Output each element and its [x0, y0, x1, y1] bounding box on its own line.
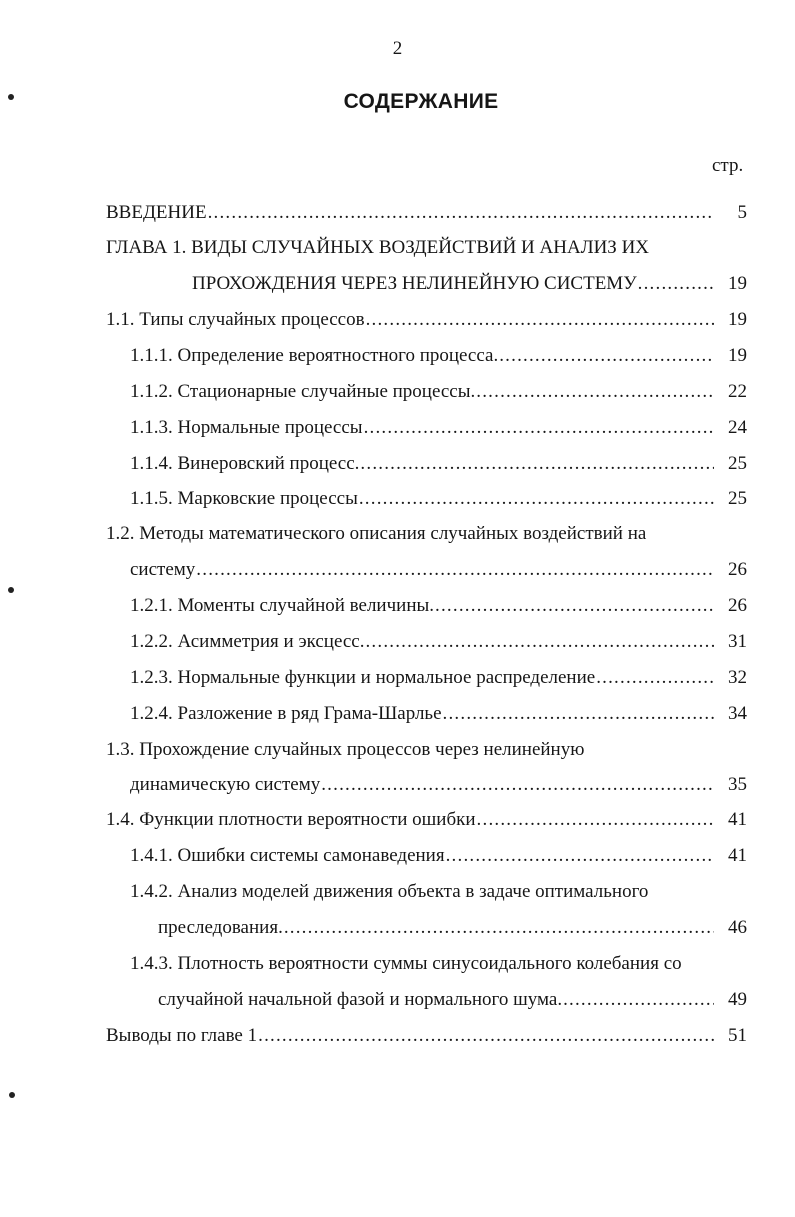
leader-dots	[435, 594, 714, 618]
leader-dots	[443, 702, 714, 726]
toc-entry-1-1-2[interactable]	[130, 380, 747, 404]
toc-entry-text: 1.1.4. Винеровский процесс.	[130, 453, 360, 474]
leader-dots	[477, 808, 714, 832]
toc-entry-text: систему	[130, 559, 196, 580]
toc-entry-page: 51	[728, 1025, 747, 1046]
toc-entry-1-2-1[interactable]	[130, 594, 747, 618]
toc-entry-1-1-1[interactable]	[130, 344, 747, 368]
toc-entry-text: 1.2.1. Моменты случайной величины.	[130, 595, 435, 616]
toc-entry-page: 26	[728, 559, 747, 580]
toc-entry-1-4-3-line1[interactable]: 1.4.3. Плотность вероятности суммы синусоидального колебания со	[130, 953, 682, 974]
scan-speck	[8, 587, 14, 593]
toc-entry-page: 49	[728, 989, 747, 1010]
toc-entry-1-4-2[interactable]	[158, 916, 747, 940]
toc-entry-text: преследования.	[158, 917, 283, 938]
toc-entry-page: 35	[728, 774, 747, 795]
leader-dots	[365, 630, 714, 654]
leader-dots	[499, 344, 714, 368]
toc-entry-page: 19	[728, 273, 747, 294]
toc-entry-page: 46	[728, 917, 747, 938]
toc-entry-page: 31	[728, 631, 747, 652]
leader-dots	[364, 416, 714, 440]
leader-dots	[563, 988, 714, 1012]
toc-entry-page: 5	[737, 202, 747, 223]
toc-entry-1-2-line1[interactable]: 1.2. Методы математического описания случайных воздействий на	[106, 523, 647, 544]
leader-dots	[446, 844, 714, 868]
toc-entry-text: 1.1.2. Стационарные случайные процессы.	[130, 381, 476, 402]
scan-speck	[8, 94, 14, 100]
toc-entry-text: 1.2.2. Асимметрия и эксцесс.	[130, 631, 365, 652]
toc-entry-1-4-3[interactable]	[158, 988, 747, 1012]
toc-entry-1-1-3[interactable]	[130, 416, 747, 440]
toc-entry-conclusions[interactable]	[106, 1024, 747, 1048]
toc-entry-1-3[interactable]	[130, 773, 747, 797]
toc-entry-page: 32	[728, 667, 747, 688]
leader-dots	[596, 666, 714, 690]
toc-entry-1-3-line1[interactable]: 1.3. Прохождение случайных процессов через нелинейную	[106, 739, 585, 760]
toc-entry-text: 1.1.5. Марковские процессы	[130, 488, 358, 509]
toc-entry-page: 41	[728, 845, 747, 866]
leader-dots	[196, 558, 714, 582]
toc-entry-1-4[interactable]	[106, 808, 747, 832]
toc-entry-text: 1.2.3. Нормальные функции и нормальное распределение	[130, 667, 596, 688]
toc-entry-page: 41	[728, 809, 747, 830]
toc-entry-text: 1.1.1. Определение вероятностного процесса.	[130, 345, 499, 366]
toc-entry-page: 19	[728, 345, 747, 366]
toc-entry-page: 34	[728, 703, 747, 724]
toc-entry-text: 1.1. Типы случайных процессов	[106, 309, 365, 330]
toc-entry-1-4-2-line1[interactable]: 1.4.2. Анализ моделей движения объекта в задаче оптимального	[130, 881, 649, 902]
leader-dots	[258, 1024, 714, 1048]
leader-dots	[476, 380, 714, 404]
toc-entry-page: 26	[728, 595, 747, 616]
toc-entry-chapter-1[interactable]	[192, 272, 747, 296]
toc-entry-1-2-3[interactable]	[130, 666, 747, 690]
leader-dots	[366, 308, 714, 332]
toc-entry-1-1-4[interactable]	[130, 452, 747, 476]
toc-entry-1-2[interactable]	[130, 558, 747, 582]
leader-dots	[360, 452, 714, 476]
toc-chapter-1-line1[interactable]: ГЛАВА 1. ВИДЫ СЛУЧАЙНЫХ ВОЗДЕЙСТВИЙ И АНАЛИЗ ИХ	[106, 237, 650, 258]
toc-entry-text: 1.1.3. Нормальные процессы	[130, 417, 363, 438]
toc-entry-page: 19	[728, 309, 747, 330]
page-column-label: стр.	[712, 155, 744, 176]
toc-entry-text: ПРОХОЖДЕНИЯ ЧЕРЕЗ НЕЛИНЕЙНУЮ СИСТЕМУ	[192, 273, 637, 294]
page-number: 2	[392, 38, 403, 59]
toc-entry-text: 1.4.1. Ошибки системы самонаведения	[130, 845, 445, 866]
toc-entry-1-1[interactable]	[106, 308, 747, 332]
leader-dots	[638, 272, 714, 296]
scan-speck	[9, 1092, 15, 1098]
toc-entry-text: случайной начальной фазой и нормального шума.	[158, 989, 563, 1010]
leader-dots	[359, 487, 714, 511]
leader-dots	[284, 916, 714, 940]
toc-entry-intro[interactable]	[106, 201, 747, 225]
toc-entry-page: 22	[728, 381, 747, 402]
toc-entry-1-4-1[interactable]	[130, 844, 747, 868]
page-title: СОДЕРЖАНИЕ	[343, 90, 499, 113]
toc-entry-1-2-4[interactable]	[130, 702, 747, 726]
toc-entry-page: 25	[728, 453, 747, 474]
toc-entry-page: 25	[728, 488, 747, 509]
leader-dots	[208, 201, 714, 225]
toc-entry-text: 1.4. Функции плотности вероятности ошибки	[106, 809, 476, 830]
leader-dots	[321, 773, 714, 797]
toc-entry-1-1-5[interactable]	[130, 487, 747, 511]
toc-entry-text: Выводы по главе 1	[106, 1025, 258, 1046]
toc-entry-text: 1.2.4. Разложение в ряд Грама-Шарлье	[130, 703, 442, 724]
toc-entry-text: динамическую систему	[130, 774, 321, 795]
toc-entry-page: 24	[728, 417, 747, 438]
toc-entry-1-2-2[interactable]	[130, 630, 747, 654]
toc-entry-text: ВВЕДЕНИЕ	[106, 202, 207, 223]
